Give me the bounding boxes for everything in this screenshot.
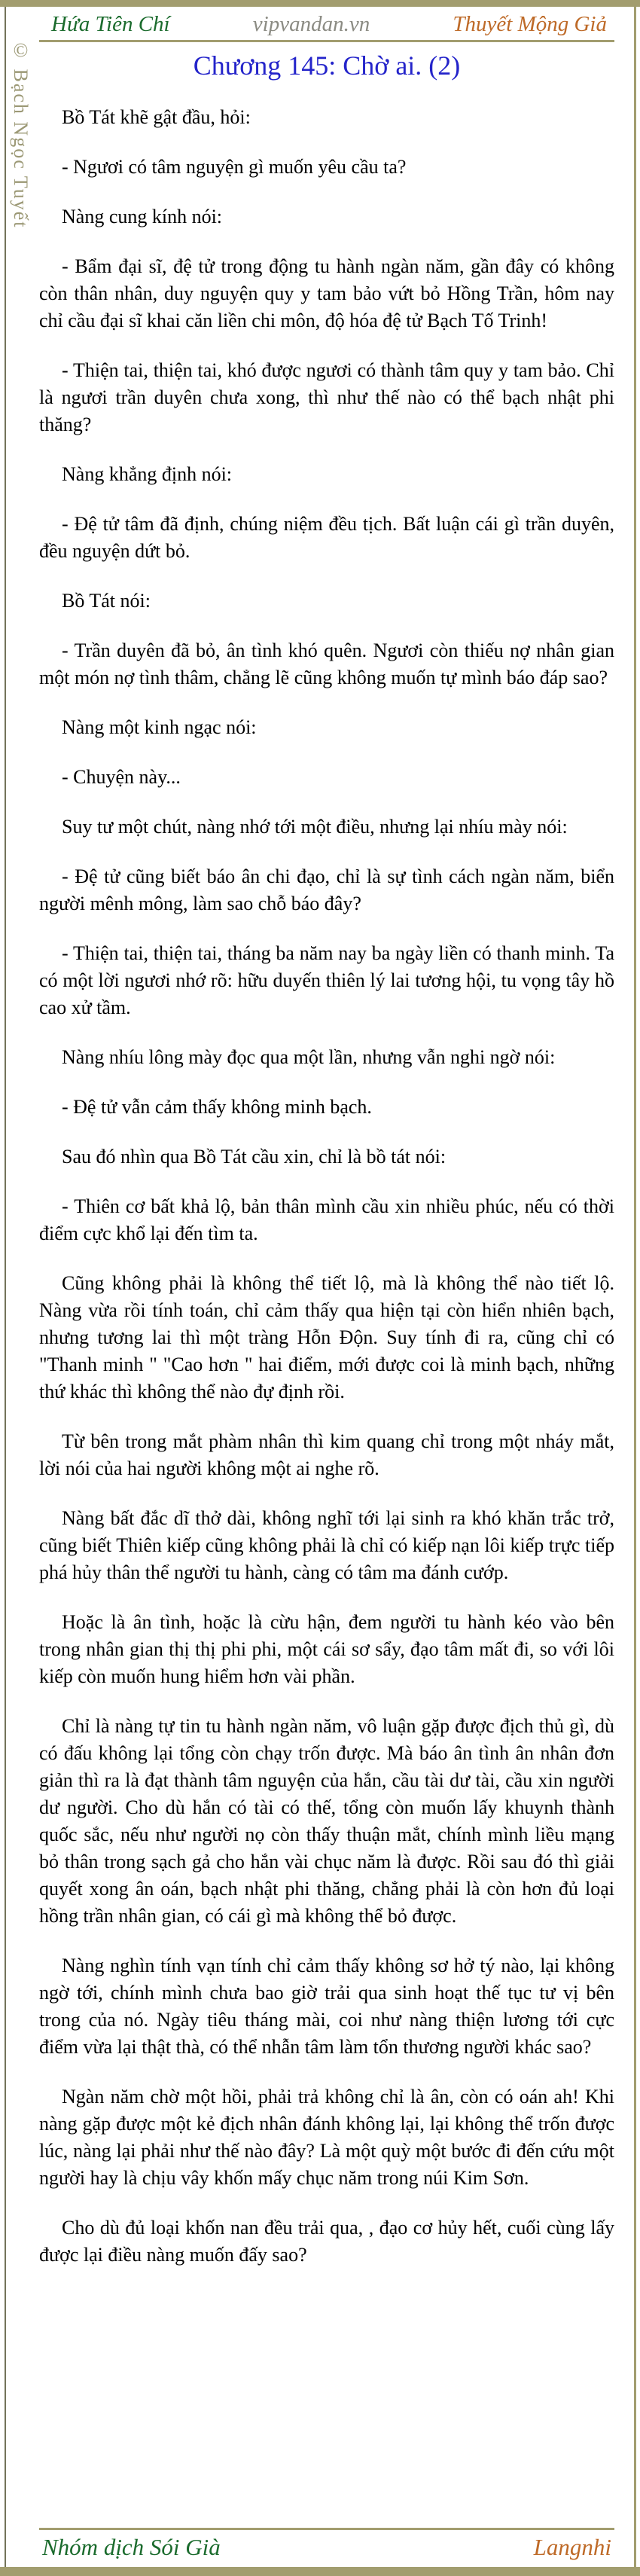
- chapter-body: [39, 104, 614, 2291]
- paragraph: - Bẩm đại sĩ, đệ tử trong động tu hành ngàn năm, gần đây có không còn thân nhân, duy nguyện quy y tam bảo vứt bỏ Hồng Trần, hôm nay chỉ cầu đại sĩ khai căn liền chi môn, độ hóa đệ tử Bạch Tố Trinh!: [39, 255, 614, 331]
- footer-row: [39, 2530, 614, 2562]
- paragraph: Ngàn năm chờ một hồi, phải trả không chỉ là ân, còn có oán ah! Khi nàng gặp được một kẻ địch nhân đánh không lại, lại không thể trốn được lúc, nàng lại phải như thế nào đây? Là một quỳ một bước đi đến cứu một người hay là chịu vây khốn mấy chục năm trong núi Kim Sơn.: [39, 2086, 614, 2189]
- paragraph: Nàng nhíu lông mày đọc qua một lần, nhưng vẫn nghi ngờ nói:: [62, 1046, 556, 1068]
- paragraph: - Đệ tử tâm đã định, chúng niệm đều tịch. Bất luận cái gì trần duyên, đều nguyện dứt bỏ.: [39, 513, 614, 562]
- paragraph: Nàng nghìn tính vạn tính chỉ cảm thấy không sơ hở tý nào, lại không ngờ tới, chính mình chưa bao giờ trải qua sinh hoạt thế tục tư vị bên trong của nó. Ngày tiêu tháng mài, coi như nàng thiện lương tới cực điểm vừa lại thật thà, có thể nhẫn tâm làm tổn thương người khác sao?: [39, 1955, 614, 2058]
- paragraph: Chỉ là nàng tự tin tu hành ngàn năm, vô luận gặp được địch thủ gì, dù có đấu không lại tổng còn chạy trốn được. Mà báo ân tình ân nhân đơn giản thì ra là đạt thành tâm nguyện của hắn, cầu tài dư tài, cầu xin người dư người. Cho dù hắn có tài có thế, tổng còn muốn lấy khuynh thành quốc sắc, nếu như người nọ còn thấy thuận mắt, chính mình liều mạng bỏ thân trong sạch gả cho hắn vài chục năm là được. Rồi sau đó thì giải quyết xong ân oán, bạch nhật phi thăng, chẳng phải là còn hơn đủ loại hồng trần nhân gian, có cái gì mà không thể bỏ được.: [39, 1715, 614, 1927]
- paragraph: - Ngươi có tâm nguyện gì muốn yêu cầu ta?: [62, 156, 407, 178]
- chapter-title: Chương 145: Chờ ai. (2): [193, 50, 461, 81]
- paragraph: Cũng không phải là không thể tiết lộ, mà là không thể nào tiết lộ. Nàng vừa rồi tính toán, chỉ cảm thấy qua hiện tại còn hiển nhiên bạch, nhưng tương lai thì một tràng Hỗn Độn. Suy tính đi ra, cũng chỉ có "Thanh minh " "Cao hơn " hai điểm, mới được coi là minh bạch, những thứ khác thì không thể nào đự định rồi.: [39, 1272, 614, 1402]
- paragraph: Sau đó nhìn qua Bồ Tát cầu xin, chỉ là bồ tát nói:: [62, 1146, 446, 1167]
- paragraph: Hoặc là ân tình, hoặc là cừu hận, đem người tu hành kéo vào bên trong nhân gian thị thị phi phi, một cái sơ sẩy, đạo tâm mất đi, so với lôi kiếp còn muốn hung hiểm hơn vài phần.: [39, 1611, 614, 1687]
- paragraph: Bồ Tát nói:: [62, 590, 151, 612]
- site-link[interactable]: vipvandan.vn: [252, 12, 370, 36]
- paragraph: - Thiện tai, thiện tai, tháng ba năm nay ba ngày liền có thanh minh. Ta có một lời ngươi nhớ rõ: hữu duyến thiên lý lai tương hội, tu vọng tây hồ cao xử tầm.: [39, 942, 614, 1018]
- paragraph: Suy tư một chút, nàng nhớ tới một điều, nhưng lại nhíu mày nói:: [62, 816, 568, 838]
- editor-label[interactable]: Langnhi: [533, 2534, 611, 2560]
- paragraph: - Chuyện này...: [62, 766, 181, 788]
- paragraph: Nàng cung kính nói:: [62, 206, 223, 227]
- bottom-frame-bar: [0, 2567, 640, 2576]
- left-frame-border: [5, 7, 6, 2567]
- book-title-link[interactable]: Hứa Tiên Chí: [51, 12, 170, 36]
- paragraph: Bồ Tát khẽ gật đầu, hỏi:: [62, 106, 251, 128]
- paragraph: Nàng khẳng định nói:: [62, 463, 233, 485]
- right-frame-border: [634, 7, 636, 2567]
- page-footer: [39, 2528, 614, 2562]
- paragraph: Cho dù đủ loại khốn nan đều trải qua, , đạo cơ hủy hết, cuối cùng lấy được lại điều nàng muốn đấy sao?: [39, 2217, 614, 2266]
- paragraph: - Trần duyên đã bỏ, ân tình khó quên. Ngươi còn thiếu nợ nhân gian một món nợ tình thâm, chẳng lẽ cũng không muốn tự mình báo đáp sao?: [39, 639, 614, 688]
- top-frame-bar: [0, 0, 640, 7]
- header-divider: [39, 40, 614, 42]
- paragraph: - Đệ tử cũng biết báo ân chi đạo, chỉ là sự tình cách ngàn năm, biển người mênh mông, làm sao chỗ báo đây?: [39, 865, 614, 914]
- header-row: [39, 7, 614, 38]
- paragraph: - Thiện tai, thiện tai, khó được ngươi có thành tâm quy y tam bảo. Chỉ là ngươi trần duyên chưa xong, thì như thế nào có thể bạch nhật phi thăng?: [39, 359, 614, 435]
- paragraph: Nàng bất đắc dĩ thở dài, không nghĩ tới lại sinh ra khó khăn trắc trở, cũng biết Thiên kiếp cũng không phải là chỉ có kiếp nạn lôi kiếp trực tiếp phá hủy thân thể người tu hành, càng có tâm ma đánh cướp.: [39, 1507, 614, 1583]
- page-header: [39, 7, 614, 81]
- author-name-link[interactable]: Thuyết Mộng Giả: [453, 12, 607, 36]
- side-copyright-text: © Bạch Ngọc Tuyết: [10, 39, 32, 229]
- paragraph: Từ bên trong mắt phàm nhân thì kim quang chỉ trong một nháy mắt, lời nói của hai người không một ai nghe rõ.: [39, 1430, 614, 1479]
- translator-group-label[interactable]: Nhóm dịch Sói Già: [42, 2534, 221, 2560]
- paragraph: - Đệ tử vẫn cảm thấy không minh bạch.: [62, 1096, 372, 1118]
- paragraph: - Thiên cơ bất khả lộ, bản thân mình cầu xin nhiều phúc, nếu có thời điểm cực khổ lại đến tìm ta.: [39, 1195, 614, 1244]
- paragraph: Nàng một kinh ngạc nói:: [62, 716, 257, 738]
